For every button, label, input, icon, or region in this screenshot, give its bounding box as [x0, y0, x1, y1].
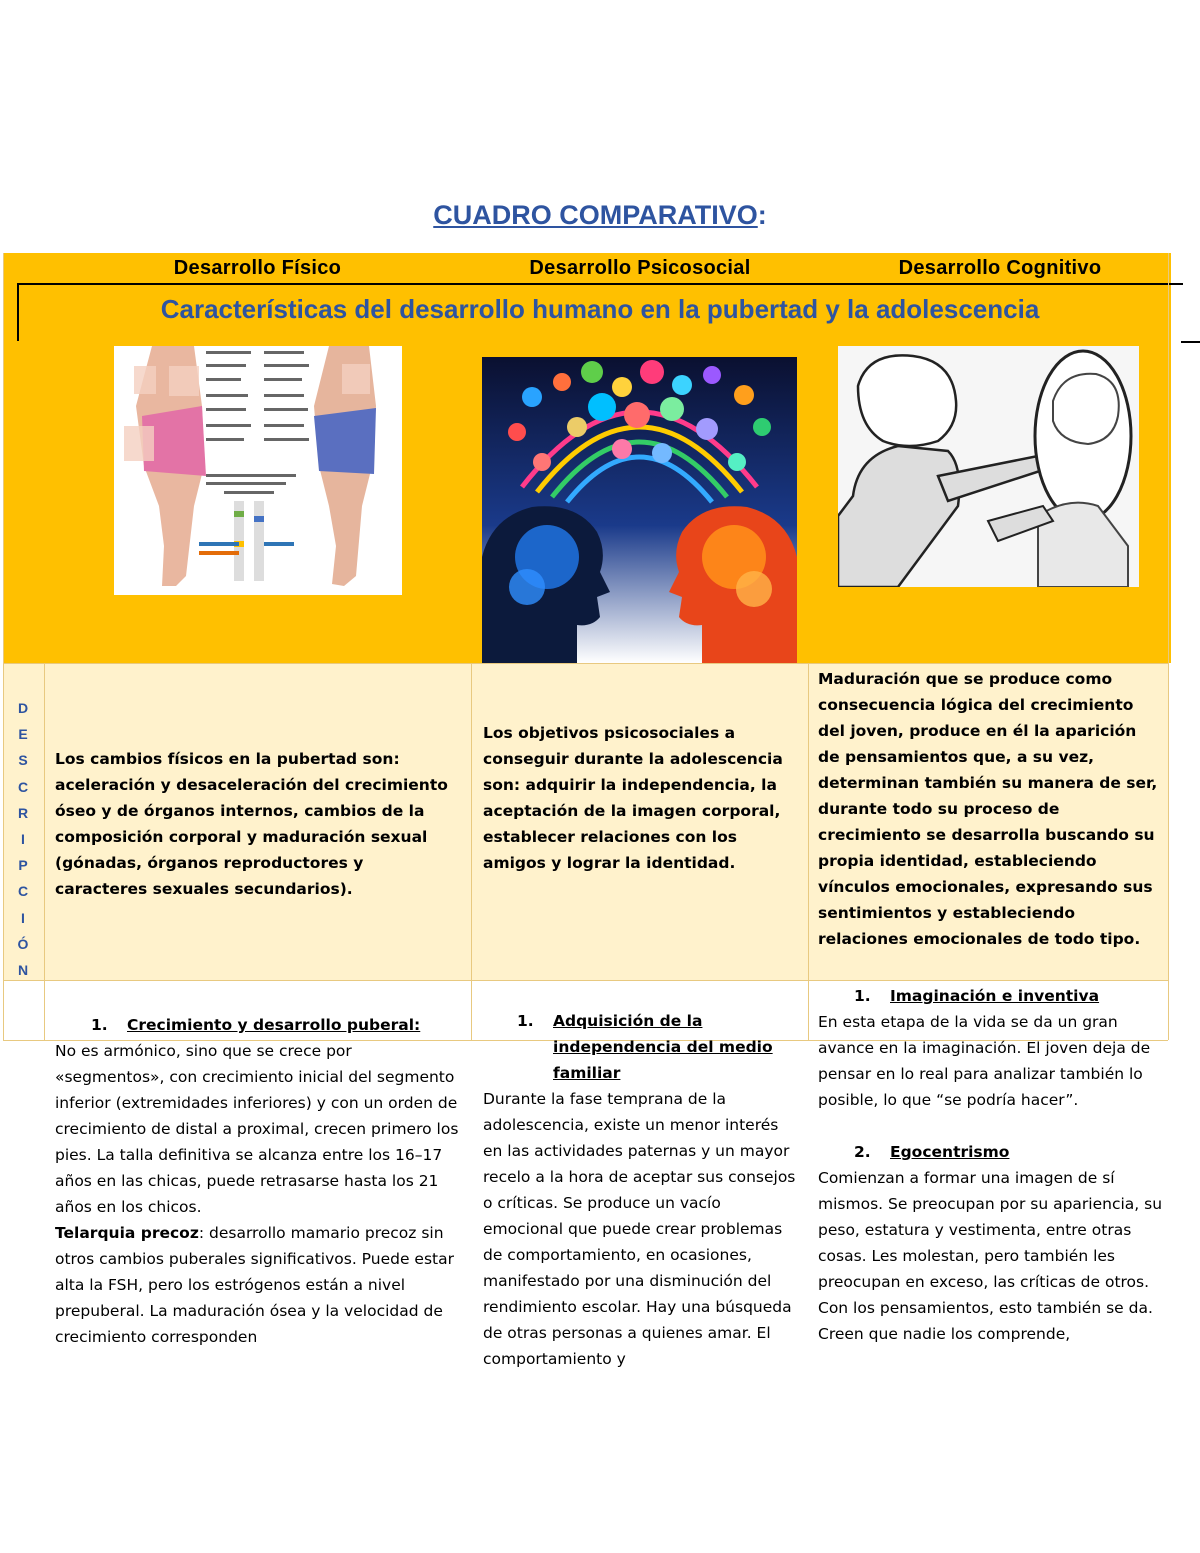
item1-body: En esta etapa de la vida se da un gran avance en la imaginación. El joven deja de pensar en lo real para analizar también lo posible, lo que “se podría hacer”. [818, 1013, 1151, 1109]
detail-fisico-heading-line [55, 1012, 460, 1038]
col-divider-3 [808, 663, 809, 1040]
subtitle: Características del desarrollo humano en la pubertad y la adolescencia [160, 294, 1040, 324]
item-body: No es armónico, sino que se crece por «segmentos», con crecimiento inicial del segmento inferior (extremidades inferiores) y con un orden de crecimiento de distal a proximal, crecen primero los pies. La talla definitiva se alcanza entre los 16–17 años en las chicas, puede retrasarse hasta los 21 años en los chicos. [55, 1042, 459, 1216]
body-diagram-illustration [114, 346, 402, 595]
psychosocial-development-image [482, 357, 797, 663]
row-divider-middle [3, 980, 1168, 981]
side-letter: I [21, 909, 25, 926]
item-heading: Adquisición de la independencia del medio familiar [553, 1012, 773, 1082]
item-heading: Imaginación e inventiva [890, 987, 1100, 1005]
detail-psicosocial-heading-line [483, 1008, 801, 1086]
detail-cognitivo [818, 983, 1163, 1347]
description-cognitivo: Maduración que se produce como consecuencia lógica del crecimiento del joven, produce en él la aparición de pensamientos que, a su vez, determinan también su manera de ser, durante todo su proceso de crecimiento se desarrolla buscando su propia identidad, estableciendo vínculos emocionales, expresando sus sentimientos y estableciendo relaciones emocionales de todo tipo. [818, 670, 1158, 948]
item-number: 1. [517, 1012, 534, 1030]
column-header-psicosocial: Desarrollo Psicosocial [529, 257, 751, 279]
col-divider-0 [3, 253, 4, 1040]
description-psicosocial: Los objetivos psicosociales a conseguir durante la adolescencia son: adquirir la independencia, la aceptación de la imagen corporal, establecer relaciones con los amigos y lograr la identidad. [483, 724, 783, 872]
item-number: 1. [91, 1016, 108, 1034]
item-number: 1. [854, 987, 871, 1005]
side-letter: Ó [17, 935, 29, 952]
side-letter: I [21, 831, 25, 848]
side-letter: P [18, 857, 28, 874]
side-label-descripcion [8, 695, 38, 983]
item-body: Durante la fase temprana de la adolescencia, existe un menor interés en las actividades paternas y un mayor recelo a la hora de aceptar sus consejos o críticas. Se produce un vacío emocional que puede crear problemas de comportamiento, en ocasiones, manifestado por una disminución del rendimiento escolar. Hay una búsqueda de otras personas a quienes amar. El comportamiento y [483, 1090, 796, 1368]
row-divider-top [3, 663, 1168, 664]
side-letter: C [17, 883, 29, 900]
item2-heading-line [818, 1139, 1163, 1165]
page-title-colon: : [757, 200, 767, 230]
col-divider-2 [471, 663, 472, 1040]
side-letter: C [17, 778, 29, 795]
column-header-cognitivo: Desarrollo Cognitivo [898, 257, 1102, 279]
term-body: : desarrollo mamario precoz sin otros cambios puberales significativos. Puede estar alta la FSH, pero los estrógenos están a nivel prepuberal. La maduración ósea y la velocidad de crecimiento corresponden [55, 1224, 454, 1346]
cognitive-development-image [838, 346, 1139, 587]
description-fisico: Los cambios físicos en la pubertad son: aceleración y desaceleración del crecimiento óseo y de órganos internos, cambios de la composición corporal y maduración sexual (gónadas, órganos reproductores y caracteres sexuales secundarios). [55, 750, 448, 898]
side-letter: R [17, 804, 29, 821]
page-title [0, 200, 1200, 231]
side-letter: E [18, 726, 28, 743]
side-letter: S [18, 752, 28, 769]
term-label: Telarquia precoz [55, 1224, 199, 1242]
mirror-man-illustration [838, 346, 1139, 587]
item-heading: Crecimiento y desarrollo puberal: [127, 1016, 421, 1034]
detail-fisico [55, 1012, 460, 1350]
social-heads-illustration [482, 357, 797, 663]
item-term-paragraph [55, 1220, 460, 1350]
page-title-text: CUADRO COMPARATIVO [433, 200, 758, 230]
detail-psicosocial [483, 1008, 801, 1372]
column-header-fisico: Desarrollo Físico [173, 257, 342, 279]
item-heading: Egocentrismo [890, 1143, 1010, 1161]
col-divider-1 [44, 663, 45, 1040]
side-letter: D [17, 700, 29, 716]
col-divider-4 [1168, 253, 1169, 1040]
item2-body: Comienzan a formar una imagen de sí mismos. Se preocupan por su apariencia, su peso, estatura y vestimenta, entre otras cosas. Les molestan, pero también les preocupan en exceso, las críticas de otros. [818, 1169, 1163, 1291]
item2-body-continued: Con los pensamientos, esto también se da. Creen que nadie los comprende, [818, 1299, 1153, 1343]
item1-heading-line [818, 983, 1163, 1009]
side-letter: N [17, 962, 29, 979]
item-number: 2. [854, 1143, 871, 1161]
physical-development-image [114, 346, 402, 595]
spacer [818, 1113, 1163, 1139]
